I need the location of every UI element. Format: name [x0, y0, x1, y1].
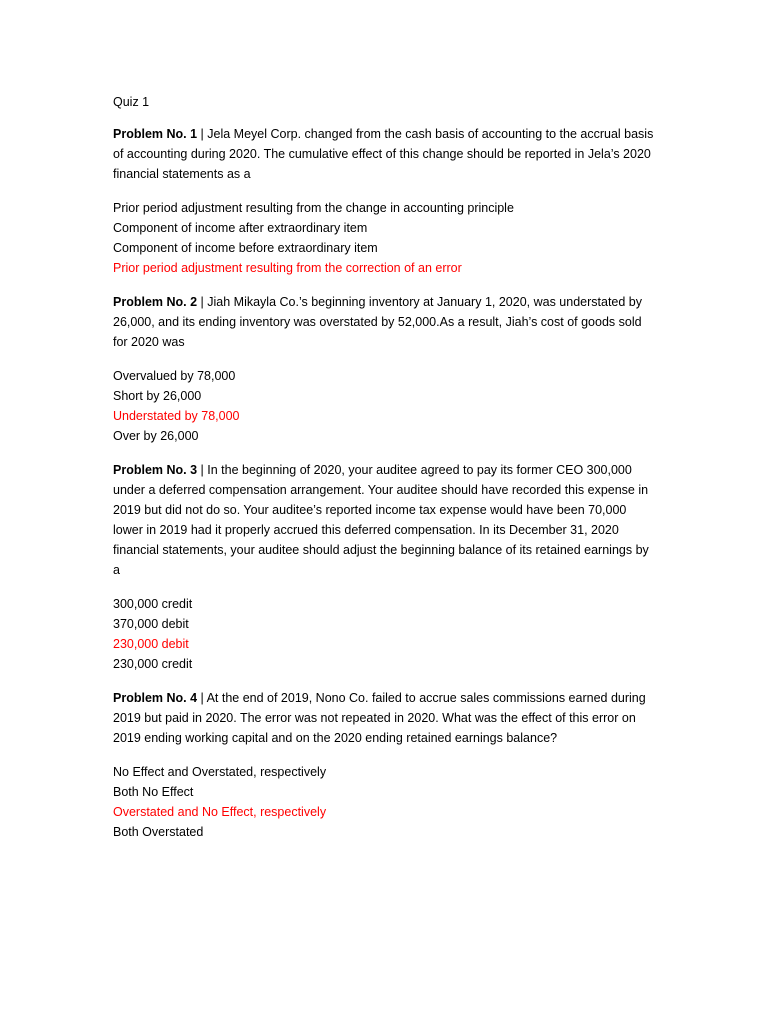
problem-3-label: Problem No. 3: [113, 463, 198, 477]
problem-3-options: [113, 594, 658, 674]
problem-4-option-d: Both Overstated: [113, 825, 204, 839]
problem-4-option-b: Both No Effect: [113, 785, 194, 799]
problem-3-question: [113, 460, 658, 580]
problem-1-option-b: Component of income after extraordinary item: [113, 221, 368, 235]
problem-2-option-a: Overvalued by 78,000: [113, 369, 236, 383]
problem-1-separator: |: [197, 127, 208, 141]
problem-1-option-d: Prior period adjustment resulting from the correction of an error: [113, 261, 462, 275]
problem-2-separator: |: [197, 295, 208, 309]
problem-2-text: Jiah Mikayla Co.’s beginning inventory at January 1, 2020, was understated by 26,000, and its ending inventory was overstated by 52,000.As a result, Jiah’s cost of goods sold for 2020 was: [113, 295, 642, 349]
problem-3-option-a: 300,000 credit: [113, 597, 193, 611]
problem-1-question: [113, 124, 658, 184]
problem-3-separator: |: [197, 463, 208, 477]
problem-4-separator: |: [197, 691, 207, 705]
problem-4-question: [113, 688, 658, 748]
problem-3-option-b: 370,000 debit: [113, 617, 189, 631]
problem-1-option-c: Component of income before extraordinary item: [113, 241, 378, 255]
problem-4-label: Problem No. 4: [113, 691, 198, 705]
problem-2-question: [113, 292, 658, 352]
problem-1-text: Jela Meyel Corp. changed from the cash basis of accounting to the accrual basis of accounting during 2020. The cumulative effect of this change should be reported in Jela’s 2020 financial statements as a: [113, 127, 654, 181]
quiz-document: [113, 92, 658, 856]
problem-2-option-c: Understated by 78,000: [113, 409, 240, 423]
problem-2-options: [113, 366, 658, 446]
problem-1-options: [113, 198, 658, 278]
problem-1-option-a: Prior period adjustment resulting from the change in accounting principle: [113, 201, 514, 215]
problem-3-text: In the beginning of 2020, your auditee agreed to pay its former CEO 300,000 under a deferred compensation arrangement. Your auditee should have recorded this expense in 2019 but did not do so. Your auditee’s reported income tax expense would have been 70,000 lower in 2019 had it properly accrued this deferred compensation. In its December 31, 2020 financial statements, your auditee should adjust the beginning balance of its retained earnings by a: [113, 463, 649, 577]
problem-4-text: At the end of 2019, Nono Co. failed to accrue sales commissions earned during 2019 but paid in 2020. The error was not repeated in 2020. What was the effect of this error on 2019 ending working capital and on the 2020 ending retained earnings balance?: [113, 691, 646, 745]
problem-2-option-b: Short by 26,000: [113, 389, 202, 403]
problem-3-option-c: 230,000 debit: [113, 637, 189, 651]
quiz-title: Quiz 1: [113, 95, 150, 109]
problem-4-option-c: Overstated and No Effect, respectively: [113, 805, 327, 819]
problem-4-options: [113, 762, 658, 842]
problem-3-option-d: 230,000 credit: [113, 657, 193, 671]
problem-2-option-d: Over by 26,000: [113, 429, 199, 443]
problem-4-option-a: No Effect and Overstated, respectively: [113, 765, 327, 779]
problem-1-label: Problem No. 1: [113, 127, 198, 141]
problem-2-label: Problem No. 2: [113, 295, 198, 309]
